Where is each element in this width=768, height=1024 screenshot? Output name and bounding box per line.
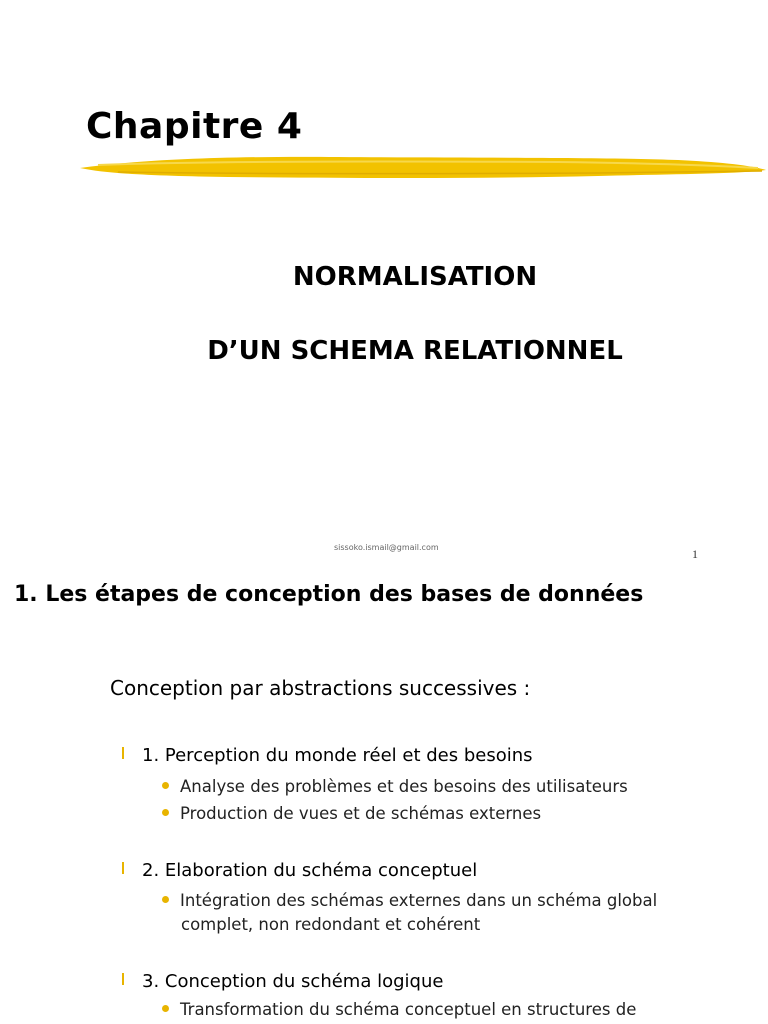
sub-item xyxy=(162,998,636,1022)
footer-email: sissoko.ismail@gmail.com xyxy=(334,543,439,552)
step-label: 2. Elaboration du schéma conceptuel xyxy=(142,860,478,881)
sub-item-text: Analyse des problèmes et des besoins des utilisateurs xyxy=(180,777,628,796)
sub-item xyxy=(162,889,657,937)
intro-text: Conception par abstractions successives : xyxy=(110,676,531,700)
chapter-title: Chapitre 4 xyxy=(86,106,303,147)
bullet-dot-icon xyxy=(162,896,169,903)
bullet-dot-icon xyxy=(162,809,169,816)
subtitle-line-2: D’UN SCHEMA RELATIONNEL xyxy=(207,336,623,366)
bullet-dot-icon xyxy=(162,1005,169,1012)
step-label: 3. Conception du schéma logique xyxy=(142,971,444,992)
bullet-bar-icon xyxy=(122,973,124,985)
sub-item-continuation: complet, non redondant et cohérent xyxy=(181,915,481,934)
subtitle-line-1: NORMALISATION xyxy=(292,262,538,292)
step-item xyxy=(122,745,533,766)
yellow-brush-stroke xyxy=(78,152,768,184)
slide-title: 1. Les étapes de conception des bases de données xyxy=(14,582,644,607)
sub-item xyxy=(162,802,541,826)
page-number: 1 xyxy=(692,547,698,561)
step-label: 1. Perception du monde réel et des besoins xyxy=(142,745,533,766)
step-item xyxy=(122,971,443,992)
bullet-bar-icon xyxy=(122,862,124,874)
sub-item xyxy=(162,775,628,799)
step-item xyxy=(122,860,477,881)
sub-item-text: Transformation du schéma conceptuel en structures de xyxy=(180,1000,637,1019)
bullet-bar-icon xyxy=(122,747,124,759)
sub-item-text: Production de vues et de schémas externes xyxy=(180,804,542,823)
bullet-dot-icon xyxy=(162,782,169,789)
sub-item-text: Intégration des schémas externes dans un schéma global xyxy=(180,891,658,910)
content-slide xyxy=(0,576,768,1024)
